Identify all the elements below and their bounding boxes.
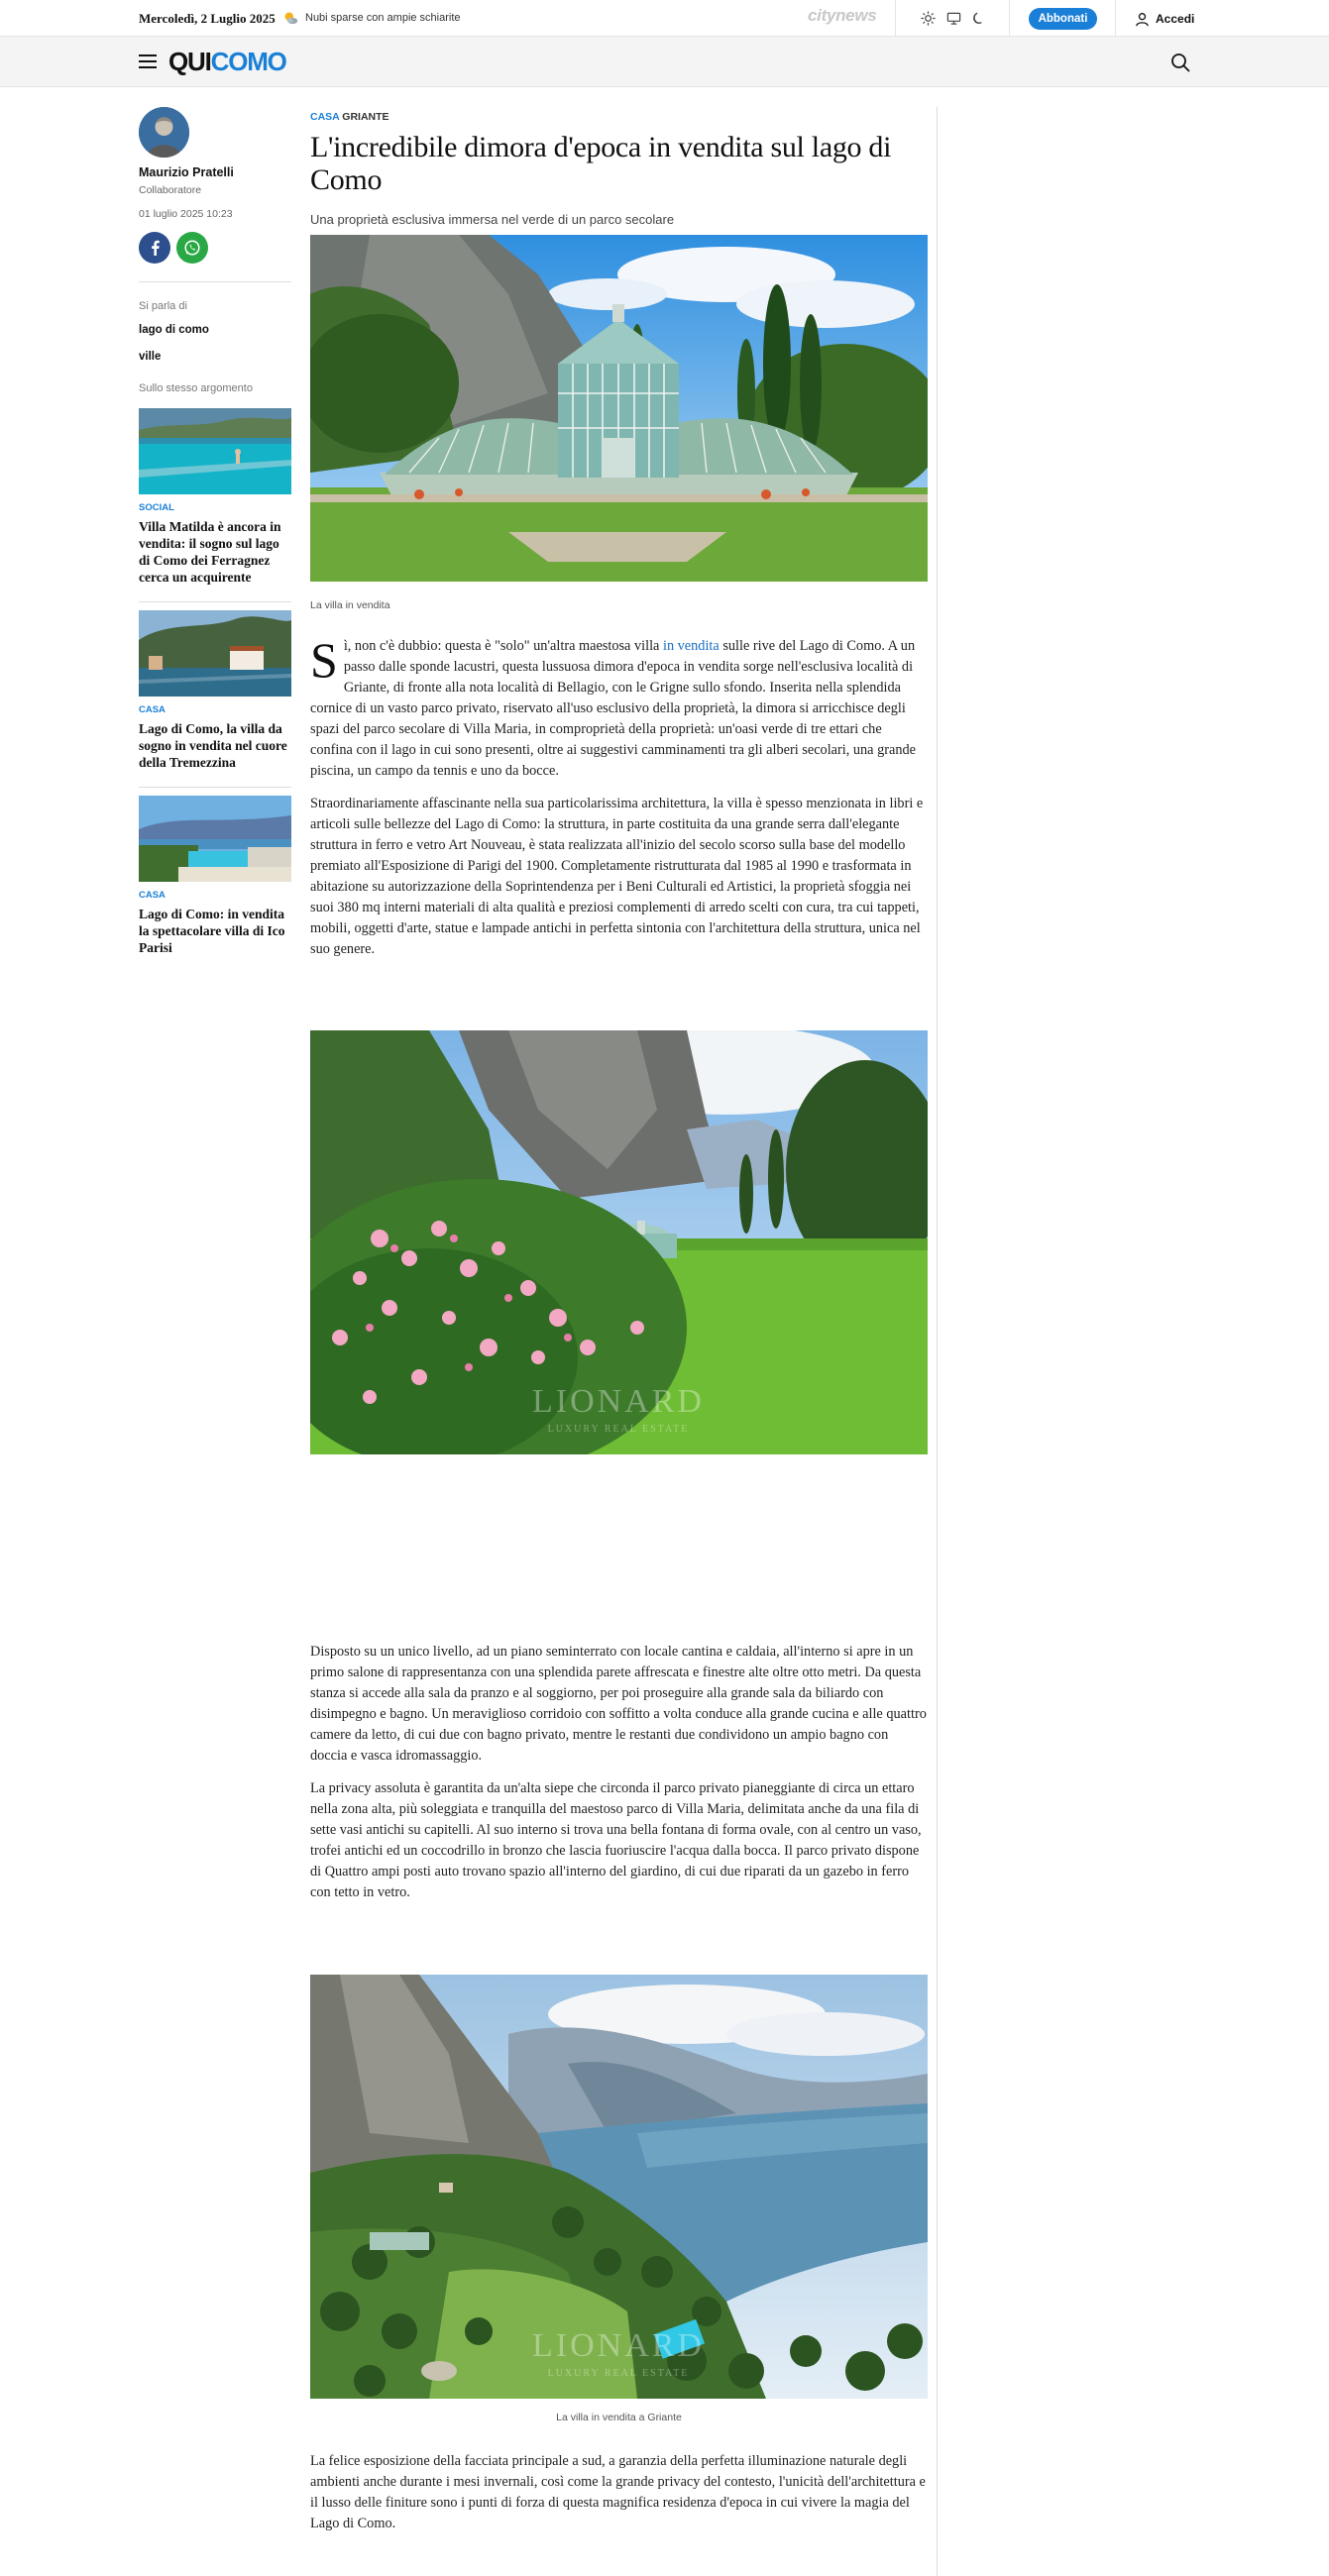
related-label: Sullo stesso argomento [139,382,253,394]
paragraph [310,632,928,782]
divider [139,787,291,788]
divider [1009,0,1010,37]
text: ì, non c'è dubbio: questa è "solo" un'altra maestosa villa [343,638,663,654]
article-header [310,111,928,227]
article-subtitle: Una proprietà esclusiva immersa nel verde di un parco secolare [310,212,675,227]
related-article-image[interactable] [139,610,291,697]
publish-date: 01 luglio 2025 10:23 [139,208,233,220]
paragraph: La privacy assoluta è garantita da un'alta siepe che circonda il parco privato pianeggiante di circa un ettaro nella zona alta, più soleggiata e tranquilla del maestoso parco di Villa Maria, delimitata anche da una fila di sette vasi antichi su capitelli. Al suo interno si trova una bella fontana di forma ovale, con al centro un vaso, trofei antichi ed un coccodrillo in bronzo che lascia fuoriuscire l'acqua dalla bocca. Il parco privato dispone di Quattro ampi posti auto trovano spazio all'interno del giardino, di cui due riparati da un gazebo in ferro con tetto in vetro. [310,1780,922,1900]
hamburger-menu-icon[interactable] [139,54,157,68]
left-sidebar [139,107,291,956]
watermark-sub: LUXURY REAL ESTATE [547,2368,690,2379]
article-image-villa[interactable] [310,235,928,582]
whatsapp-icon [183,239,201,257]
moon-icon[interactable] [971,11,986,26]
drop-cap: S [310,632,338,688]
article-image-aerial[interactable] [310,1975,928,2399]
related-title[interactable]: Lago di Como: in vendita la spettacolare villa di Ico Parisi [139,907,285,955]
user-icon [1135,12,1150,27]
watermark: LIONARD [532,2327,705,2364]
article-title: L'incredibile dimora d'epoca in vendita sul lago di Como [310,131,892,196]
image-caption: La villa in vendita [310,599,390,611]
divider [895,0,896,37]
article-kicker [310,111,928,123]
logo-qui: QUI [168,47,211,76]
login-label: Accedi [1156,12,1195,26]
related-category[interactable]: SOCIAL [139,502,174,513]
divider [1115,0,1116,37]
current-date: Mercoledì, 2 Luglio 2025 [139,11,276,26]
weather-partly-cloudy-icon [282,10,299,27]
divider [139,601,291,602]
logo-como: COMO [210,47,286,76]
topics-label: Si parla di [139,300,187,312]
login-button[interactable] [1135,10,1194,28]
related-category[interactable]: CASA [139,890,166,901]
share-buttons [139,232,291,264]
paragraph: La felice esposizione della facciata principale a sud, a garanzia della perfetta illuminazione naturale degli ambienti anche durante i mesi invernali, così come la grande privacy del contesto, l'unicità dell'architettura e il lusso delle finiture sono i punti di forza di questa magnifica residenza d'epoca in cui vivere la magia del Lago di Como. [310,2453,926,2531]
author-name[interactable]: Maurizio Pratelli [139,165,234,179]
in-vendita-link[interactable]: in vendita [662,638,720,654]
article-body-part3 [310,2451,928,2546]
facebook-share-button[interactable] [139,232,170,264]
tag-link[interactable]: lago di como [139,324,209,336]
monitor-icon[interactable] [946,11,961,26]
citynews-logo[interactable]: citynews [808,6,877,25]
article-body-part1 [310,632,928,972]
site-logo[interactable] [168,47,286,77]
text: sulle rive del Lago di Como. A un passo dalle sponde lacustri, questa lussuosa dimora d'epoca in vendita sorge nell'esclusiva località di Griante, di fronte alla nota località di Bellagio, con le Grigne sullo sfondo. Inserita nella splendida cornice di un vasto parco privato, riservato all'uso esclusivo della proprietà, la dimora si arricchisce degli spazi del parco secolare di Villa Maria, in comproprietà della proprietà: un'oasi verde di tre ettari che confina con il lago in cui sono presenti, oltre ai suggestivi camminamenti tra gli alberi secolari, una grande piscina, un campo da tennis e uno da bocce. [310,638,917,779]
watermark-sub: LUXURY REAL ESTATE [547,1424,690,1435]
subscribe-button[interactable]: Abbonati [1029,8,1097,30]
author-avatar[interactable] [139,107,189,158]
divider [139,281,291,282]
site-header [0,37,1329,87]
whatsapp-share-button[interactable] [176,232,208,264]
related-article-image[interactable] [139,796,291,882]
tag-link[interactable]: ville [139,351,162,363]
author-role: Collaboratore [139,184,202,196]
related-article-image[interactable] [139,408,291,494]
facebook-icon [148,240,162,256]
top-utility-bar [0,0,1329,37]
article-body-part2 [310,1642,928,1915]
related-title[interactable]: Villa Matilda è ancora in vendita: il sogno sul lago di Como dei Ferragnez cerca un acquirente [139,519,281,585]
related-article[interactable] [139,408,291,586]
image-caption: La villa in vendita a Griante [556,2412,682,2423]
paragraph: Straordinariamente affascinante nella sua particolarissima architettura, la villa è spesso menzionata in libri e articoli sulle bellezze del Lago di Como: la struttura, in parte costituita da una grande serra dall'elegante struttura in ferro e vetro Art Nouveau, è stata realizzata all'inizio del secolo scorso sulla base del modello premiato all'Esposizione di Parigi del 1900. Completamente ristrutturata dal 1985 al 1990 e trasformata in abitazione su autorizzazione della Soprintendenza per i Beni Culturali ed Artistici, la proprietà sfoggia nei suoi 380 mq interni materiali di alta qualità e preziosi complementi di arredo scelti con cura, tra cui tappeti, mobili, oggetti d'arte, statue e lampade antichi in perfetta sintonia con l'architettura della struttura, unica nel suo genere. [310,796,924,957]
watermark: LIONARD [532,1383,705,1420]
column-divider [937,107,938,2576]
sun-icon[interactable] [921,11,936,26]
article-location[interactable]: GRIANTE [342,111,389,123]
article-image-garden[interactable] [310,1030,928,1454]
related-article[interactable] [139,610,291,771]
search-icon[interactable] [1170,53,1190,72]
weather-forecast: Nubi sparse con ampie schiarite [305,12,461,24]
article-category[interactable]: CASA [310,111,340,123]
related-article[interactable] [139,796,291,956]
paragraph: Disposto su un unico livello, ad un piano seminterrato con locale cantina e caldaia, all'interno si apre in un primo salone di rappresentanza con una splendida parete affrescata e finestre alte oltre otto metri. Da questa stanza si accede alla sala da pranzo e al soggiorno, per poi proseguire alla grande sala da biliardo con disimpegno e bagno. Un meraviglioso corridoio con soffitto a volta conduce alla grande cucina e alle quattro camere da letto, di cui due con bagno privato, mentre le restanti due condividono un ampio bagno con doccia e vasca idromassaggio. [310,1644,927,1764]
related-category[interactable]: CASA [139,704,166,715]
related-title[interactable]: Lago di Como, la villa da sogno in vendita nel cuore della Tremezzina [139,721,287,770]
